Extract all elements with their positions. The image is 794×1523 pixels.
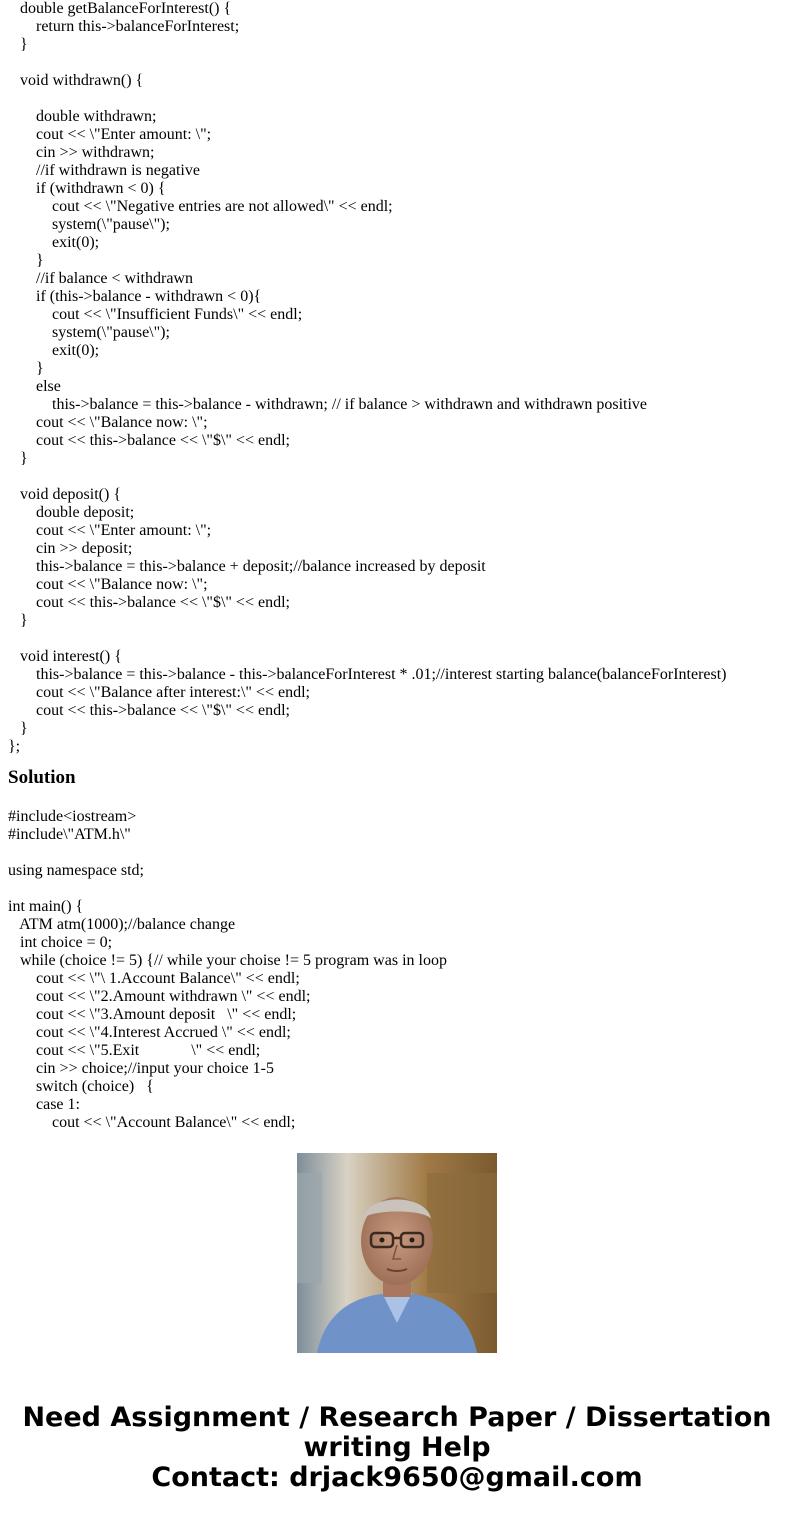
code-bottom-line (8, 844, 788, 862)
code-top-line (8, 54, 788, 72)
code-bottom-line: using namespace std; (8, 862, 144, 879)
code-top-line: cout << this->balance << \"$\" << endl; (8, 702, 290, 719)
code-bottom-line: cout << \"4.Interest Accrued \" << endl; (8, 1024, 291, 1041)
code-top-line: cout << \"Negative entries are not allowed\" << endl; (8, 198, 393, 215)
code-top-line: this->balance = this->balance - this->balanceForInterest * .01;//interest starting balance(balanceForInterest) (8, 666, 727, 683)
code-top-line: } (8, 450, 28, 467)
code-bottom-line: #include\"ATM.h\" (8, 826, 131, 843)
code-top-line: if (this->balance - withdrawn < 0){ (8, 288, 262, 305)
promo-banner (0, 1403, 794, 1493)
code-bottom-line: cout << \"2.Amount withdrawn \" << endl; (8, 988, 311, 1005)
code-top-line: exit(0); (8, 234, 100, 251)
code-listing-main (8, 808, 788, 1131)
code-top-line: cout << \"Balance now: \"; (8, 414, 208, 431)
code-top-line: cin >> deposit; (8, 540, 133, 557)
code-bottom-line: cout << \"Account Balance\" << endl; (8, 1114, 296, 1131)
code-bottom-line: #include<iostream> (8, 808, 137, 825)
code-top-line: cout << \"Balance after interest:\" << endl; (8, 684, 310, 701)
code-bottom-line: int main() { (8, 898, 84, 915)
code-bottom-line: int choice = 0; (8, 934, 113, 951)
presenter-portrait (297, 1153, 497, 1353)
code-top-line: cout << this->balance << \"$\" << endl; (8, 594, 290, 611)
code-bottom-line: ATM atm(1000);//balance change (8, 916, 236, 933)
code-top-line: } (8, 612, 28, 629)
code-top-line: //if withdrawn is negative (8, 162, 200, 179)
code-top-line: cout << \"Insufficient Funds\" << endl; (8, 306, 303, 323)
code-top-line: cout << \"Enter amount: \"; (8, 522, 212, 539)
code-top-line (8, 630, 788, 648)
code-top-line: double deposit; (8, 504, 135, 521)
code-top-line: if (withdrawn < 0) { (8, 180, 166, 197)
code-top-line: }; (8, 738, 21, 755)
code-bottom-line (8, 880, 788, 898)
code-top-line (8, 90, 788, 108)
code-top-line: cout << this->balance << \"$\" << endl; (8, 432, 290, 449)
code-top-line: double withdrawn; (8, 108, 157, 125)
code-top-line: } (8, 252, 44, 269)
solution-heading: Solution (8, 767, 76, 788)
code-top-line: this->balance = this->balance + deposit;//balance increased by deposit (8, 558, 486, 575)
code-top-line (8, 468, 788, 486)
code-top-line: } (8, 360, 44, 377)
code-bottom-line: switch (choice) { (8, 1078, 154, 1095)
code-bottom-line: cout << \"\ 1.Account Balance\" << endl; (8, 970, 300, 987)
code-top-line: cout << \"Enter amount: \"; (8, 126, 212, 143)
code-top-line: } (8, 36, 28, 53)
code-listing-atm-class (8, 0, 788, 756)
presenter-avatar (297, 1153, 497, 1353)
promo-line-1: Need Assignment / Research Paper / Dissertation (22, 1402, 772, 1433)
code-top-line: double getBalanceForInterest() { (8, 0, 232, 17)
code-bottom-line: cout << \"5.Exit \" << endl; (8, 1042, 261, 1059)
code-top-line: void interest() { (8, 648, 122, 665)
code-top-line: cin >> withdrawn; (8, 144, 155, 161)
code-top-line: system(\"pause\"); (8, 324, 170, 341)
code-top-line: exit(0); (8, 342, 100, 359)
code-top-line: else (8, 378, 61, 395)
code-top-line: } (8, 720, 28, 737)
code-top-line: this->balance = this->balance - withdrawn; // if balance > withdrawn and withdrawn positive (8, 396, 648, 413)
code-bottom-line: cout << \"3.Amount deposit \" << endl; (8, 1006, 297, 1023)
promo-line-2: writing Help (303, 1432, 491, 1463)
code-top-line: return this->balanceForInterest; (8, 18, 240, 35)
code-top-line: cout << \"Balance now: \"; (8, 576, 208, 593)
code-bottom-line: cin >> choice;//input your choice 1-5 (8, 1060, 274, 1077)
code-top-line: //if balance < withdrawn (8, 270, 193, 287)
code-bottom-line: case 1: (8, 1096, 80, 1113)
code-bottom-line: while (choice != 5) {// while your choise != 5 program was in loop (8, 952, 447, 969)
code-top-line: void withdrawn() { (8, 72, 144, 89)
promo-contact: Contact: drjack9650@gmail.com (151, 1462, 643, 1493)
code-top-line: void deposit() { (8, 486, 121, 503)
code-top-line: system(\"pause\"); (8, 216, 170, 233)
